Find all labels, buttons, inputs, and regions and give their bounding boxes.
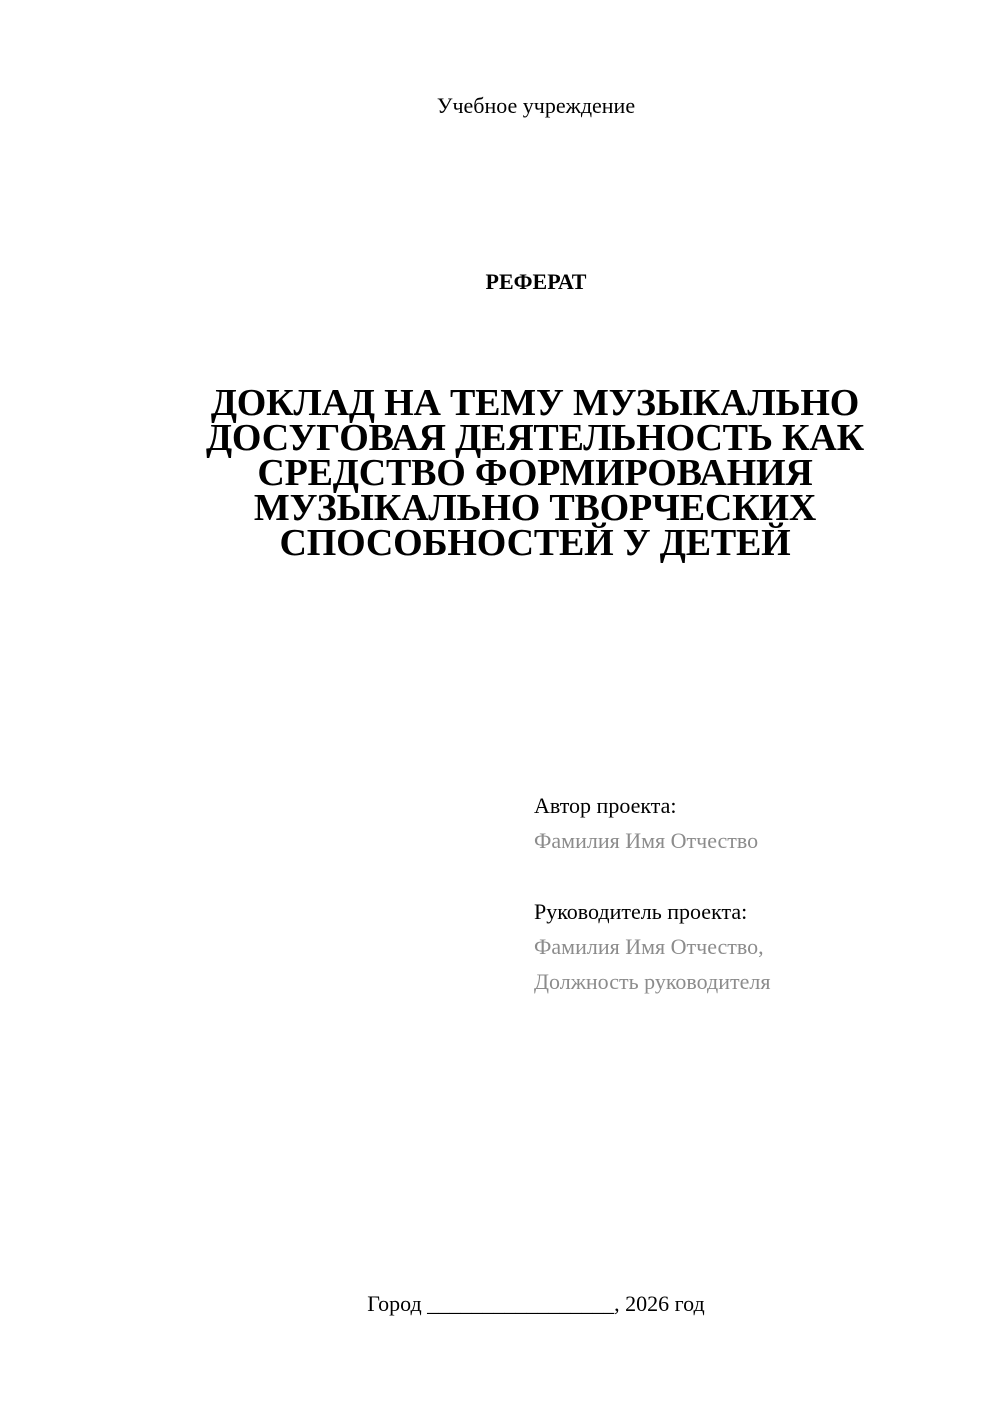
title-line: СПОСОБНОСТЕЙ У ДЕТЕЙ <box>279 522 791 564</box>
title-line: СРЕДСТВО ФОРМИРОВАНИЯ <box>257 452 813 494</box>
supervisor-label: Руководитель проекта: <box>534 899 748 924</box>
title-line: МУЗЫКАЛЬНО ТВОРЧЕСКИХ <box>253 487 817 529</box>
credits-block <box>534 788 974 999</box>
author-name: Фамилия Имя Отчество <box>534 828 759 853</box>
supervisor-name: Фамилия Имя Отчество, <box>534 934 764 959</box>
document-type: РЕФЕРАТ <box>485 269 587 294</box>
credits-spacer <box>534 858 974 894</box>
institution-name: Учебное учреждение <box>436 93 636 118</box>
title-line: ДОКЛАД НА ТЕМУ МУЗЫКАЛЬНО <box>210 382 860 424</box>
author-label: Автор проекта: <box>534 793 677 818</box>
city-year-line: Город _________________, 2026 год <box>367 1291 705 1316</box>
supervisor-position: Должность руководителя <box>534 969 771 994</box>
report-title <box>190 382 880 564</box>
title-line: ДОСУГОВАЯ ДЕЯТЕЛЬНОСТЬ КАК <box>205 417 865 459</box>
